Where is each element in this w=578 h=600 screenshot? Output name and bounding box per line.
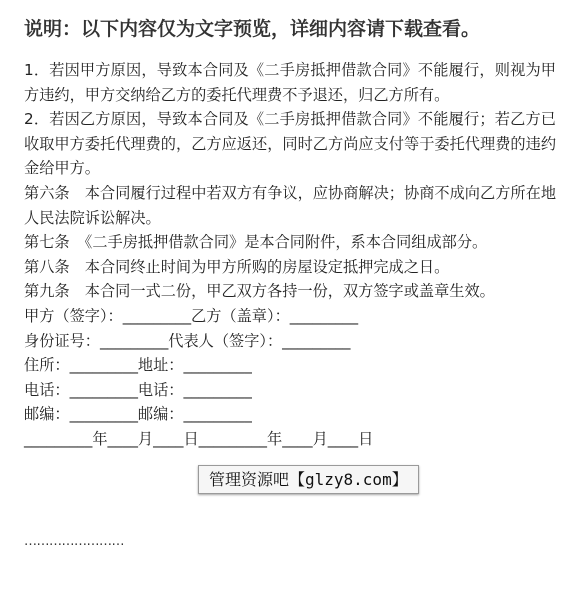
clause-2: 2．若因乙方原因，导致本合同及《二手房抵押借款合同》不能履行；若乙方已收取甲方委托代理费的，乙方应返还，同时乙方尚应支付等于委托代理费的违约金给甲方。 bbox=[24, 110, 556, 178]
signature-party-line: 甲方（签字）：_________乙方（盖章）：_________ bbox=[24, 306, 359, 325]
id-number-line: 身份证号：_________代表人（签字）：_________ bbox=[24, 331, 351, 350]
article-7: 第七条 《二手房抵押借款合同》是本合同附件，系本合同组成部分。 bbox=[24, 233, 488, 252]
document-body bbox=[24, 58, 556, 452]
clause-1: 1．若因甲方原因，导致本合同及《二手房抵押借款合同》不能履行，则视为甲方违约，甲方交纳给乙方的委托代理费不予退还，归乙方所有。 bbox=[24, 61, 556, 104]
article-9: 第九条 本合同一式二份，甲乙双方各持一份，双方签字或盖章生效。 bbox=[24, 282, 495, 301]
postcode-line: 邮编：_________邮编：_________ bbox=[24, 405, 252, 424]
article-6: 第六条 本合同履行过程中若双方有争议，应协商解决；协商不成向乙方所在地人民法院诉讼解决。 bbox=[24, 183, 556, 227]
ellipsis-dots: …………………… bbox=[24, 534, 124, 549]
date-line: _________年____月____日_________年____月____日 bbox=[24, 429, 374, 448]
article-8: 第八条 本合同终止时间为甲方所购的房屋设定抵押完成之日。 bbox=[24, 257, 450, 276]
preview-notice: 说明：以下内容仅为文字预览，详细内容请下载查看。 bbox=[24, 18, 481, 40]
phone-line: 电话：_________电话：_________ bbox=[24, 380, 252, 399]
watermark-badge: 管理资源吧【glzy8.com】 bbox=[198, 465, 419, 494]
address-line: 住所：_________地址：_________ bbox=[24, 356, 252, 375]
